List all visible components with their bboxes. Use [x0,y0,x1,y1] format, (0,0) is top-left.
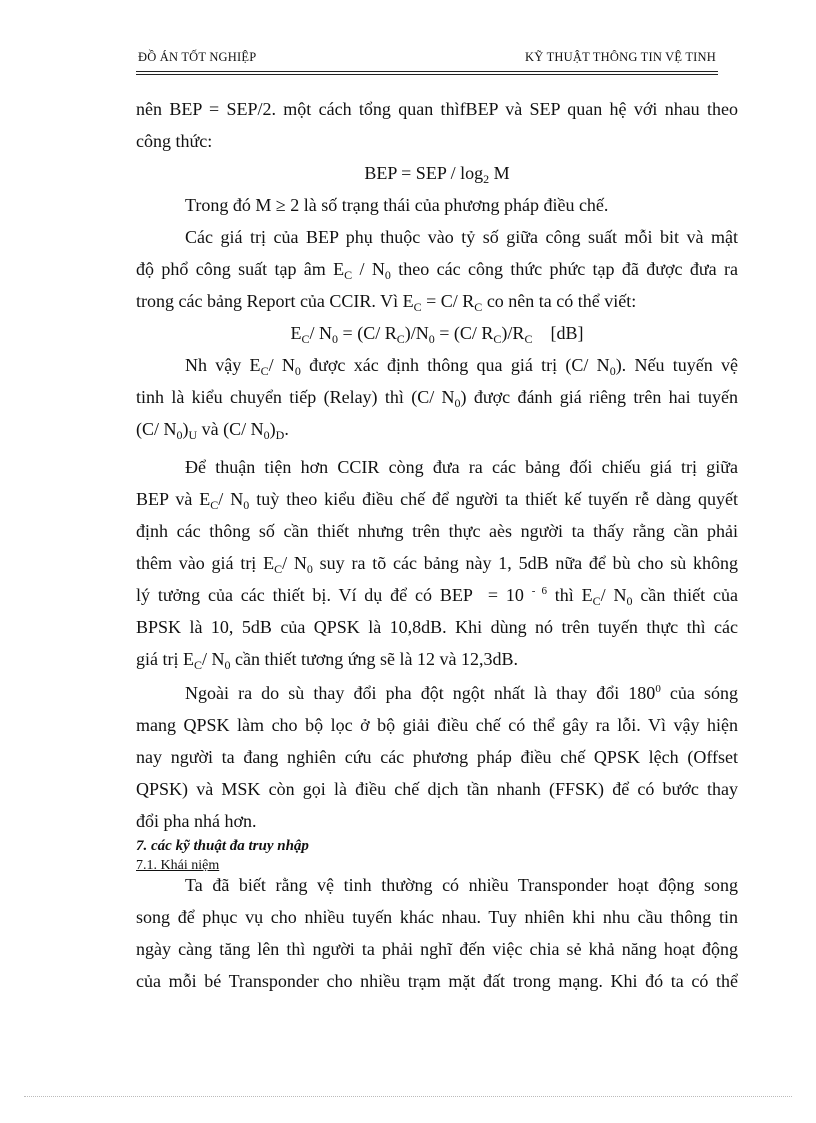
header-rule [136,71,718,75]
page-header [136,46,718,70]
header-right-title: KỸ THUẬT THÔNG TIN VỆ TINH [525,50,716,64]
paragraph-line: trong các bảng Report của CCIR. Vì $E_C = C/$ $R_C$ co nên ta có thể viết: [136,291,637,314]
paragraph-line: công thức: [136,131,213,151]
formula-ec-n0: $E_C/$ $N_0 = (C/$ $R_C)/N_0 = (C/$ $R_C)/R_C$ [dB] [290,323,584,346]
paragraph-line: Ngoài ra do sù thay đổi pha đột ngột nhất là thay đổi $180^0$ của sóng [185,683,739,703]
paragraph-line: định các thông số cần thiết nhưng trên thực aès người ta thấy rằng cần phải [136,521,738,541]
paragraph-line: nay người ta đang nghiên cứu các phương pháp điều chế QPSK lệch (Offset [136,747,738,767]
page-bottom-rule [24,1096,792,1097]
paragraph-line: lý tưởng của các thiết bị. Ví dụ để có BEP = 10 $^{- 6}$ thì $E_C/$ $N_0$ cần thiết của [136,585,738,608]
paragraph-line: tinh là kiểu chuyển tiếp (Relay) thì (C/ $N_0$) được đánh giá riêng trên hai tuyến [136,387,738,410]
paragraph-line: BPSK là 10, 5dB của QPSK là 10,8dB. Khi dùng nó trên tuyến thực thì các [136,617,738,637]
paragraph-line: BEP và $E_C/$ $N_0$ tuỳ theo kiểu điều chế để người ta thiết kế tuyến rễ dàng quyết [136,489,739,512]
paragraph-line: (C/ $N_0)_U$ và (C/ $N_0)_D$. [136,419,289,442]
paragraph-line: song để phục vụ cho nhiều tuyến khác nhau. Tuy nhiên khi nhu cầu thông tin [136,907,738,927]
paragraph-line: ngày càng tăng lên thì người ta phải nghĩ đến việc chia sẻ khả năng hoạt động [136,939,738,959]
formula-bep: BEP = SEP / $\log_2 M$ [364,163,510,186]
paragraph-line: đổi pha nhá hơn. [136,811,257,831]
paragraph-line: nên BEP = SEP/2. một cách tổng quan thìfBEP và SEP quan hệ với nhau theo [136,99,738,119]
paragraph-line: thêm vào giá trị $E_C/$ $N_0$ suy ra tõ các bảng này 1, 5dB nữa để bù cho sù không [136,553,738,576]
paragraph-line: mang QPSK làm cho bộ lọc ở bộ giải điều chế có thể gây ra lỗi. Vì vậy hiện [136,715,738,735]
section-heading: 7. các kỹ thuật đa truy nhập [136,838,309,854]
paragraph-line: Trong đó M ≥ 2 là số trạng thái của phương pháp điều chế. [185,195,609,215]
paragraph-line: Các giá trị của BEP phụ thuộc vào tỷ số giữa công suất mỗi bit và mật [185,227,738,247]
paragraph-line: Ta đã biết rằng vệ tinh thường có nhiều Transponder hoạt động song [185,875,738,895]
paragraph-line: giá trị $E_C/$ $N_0$ cần thiết tương ứng sẽ là 12 và 12,3dB. [136,649,518,672]
paragraph-line: của mỗi bé Transponder cho nhiều trạm mặt đất trong mạng. Khi đó ta có thể [136,971,738,991]
header-left-title: ĐỒ ÁN TỐT NGHIỆP [138,50,257,64]
paragraph-line: QPSK) và MSK còn gọi là điều chế dịch tần nhanh (FFSK) để có bước thay [136,779,738,799]
subsection-heading: 7.1. Khái niệm [136,858,220,873]
paragraph-line: Nh vậy $E_C/$ $N_0$ được xác định thông qua giá trị (C/ $N_0$). Nếu tuyến vệ [185,355,739,378]
paragraph-line: độ phổ công suất tạp âm $E_C / N_0$ theo các công thức phức tạp đã được đưa ra [136,259,738,282]
paragraph-line: Để thuận tiện hơn CCIR còng đưa ra các bảng đối chiếu giá trị giữa [185,457,738,477]
